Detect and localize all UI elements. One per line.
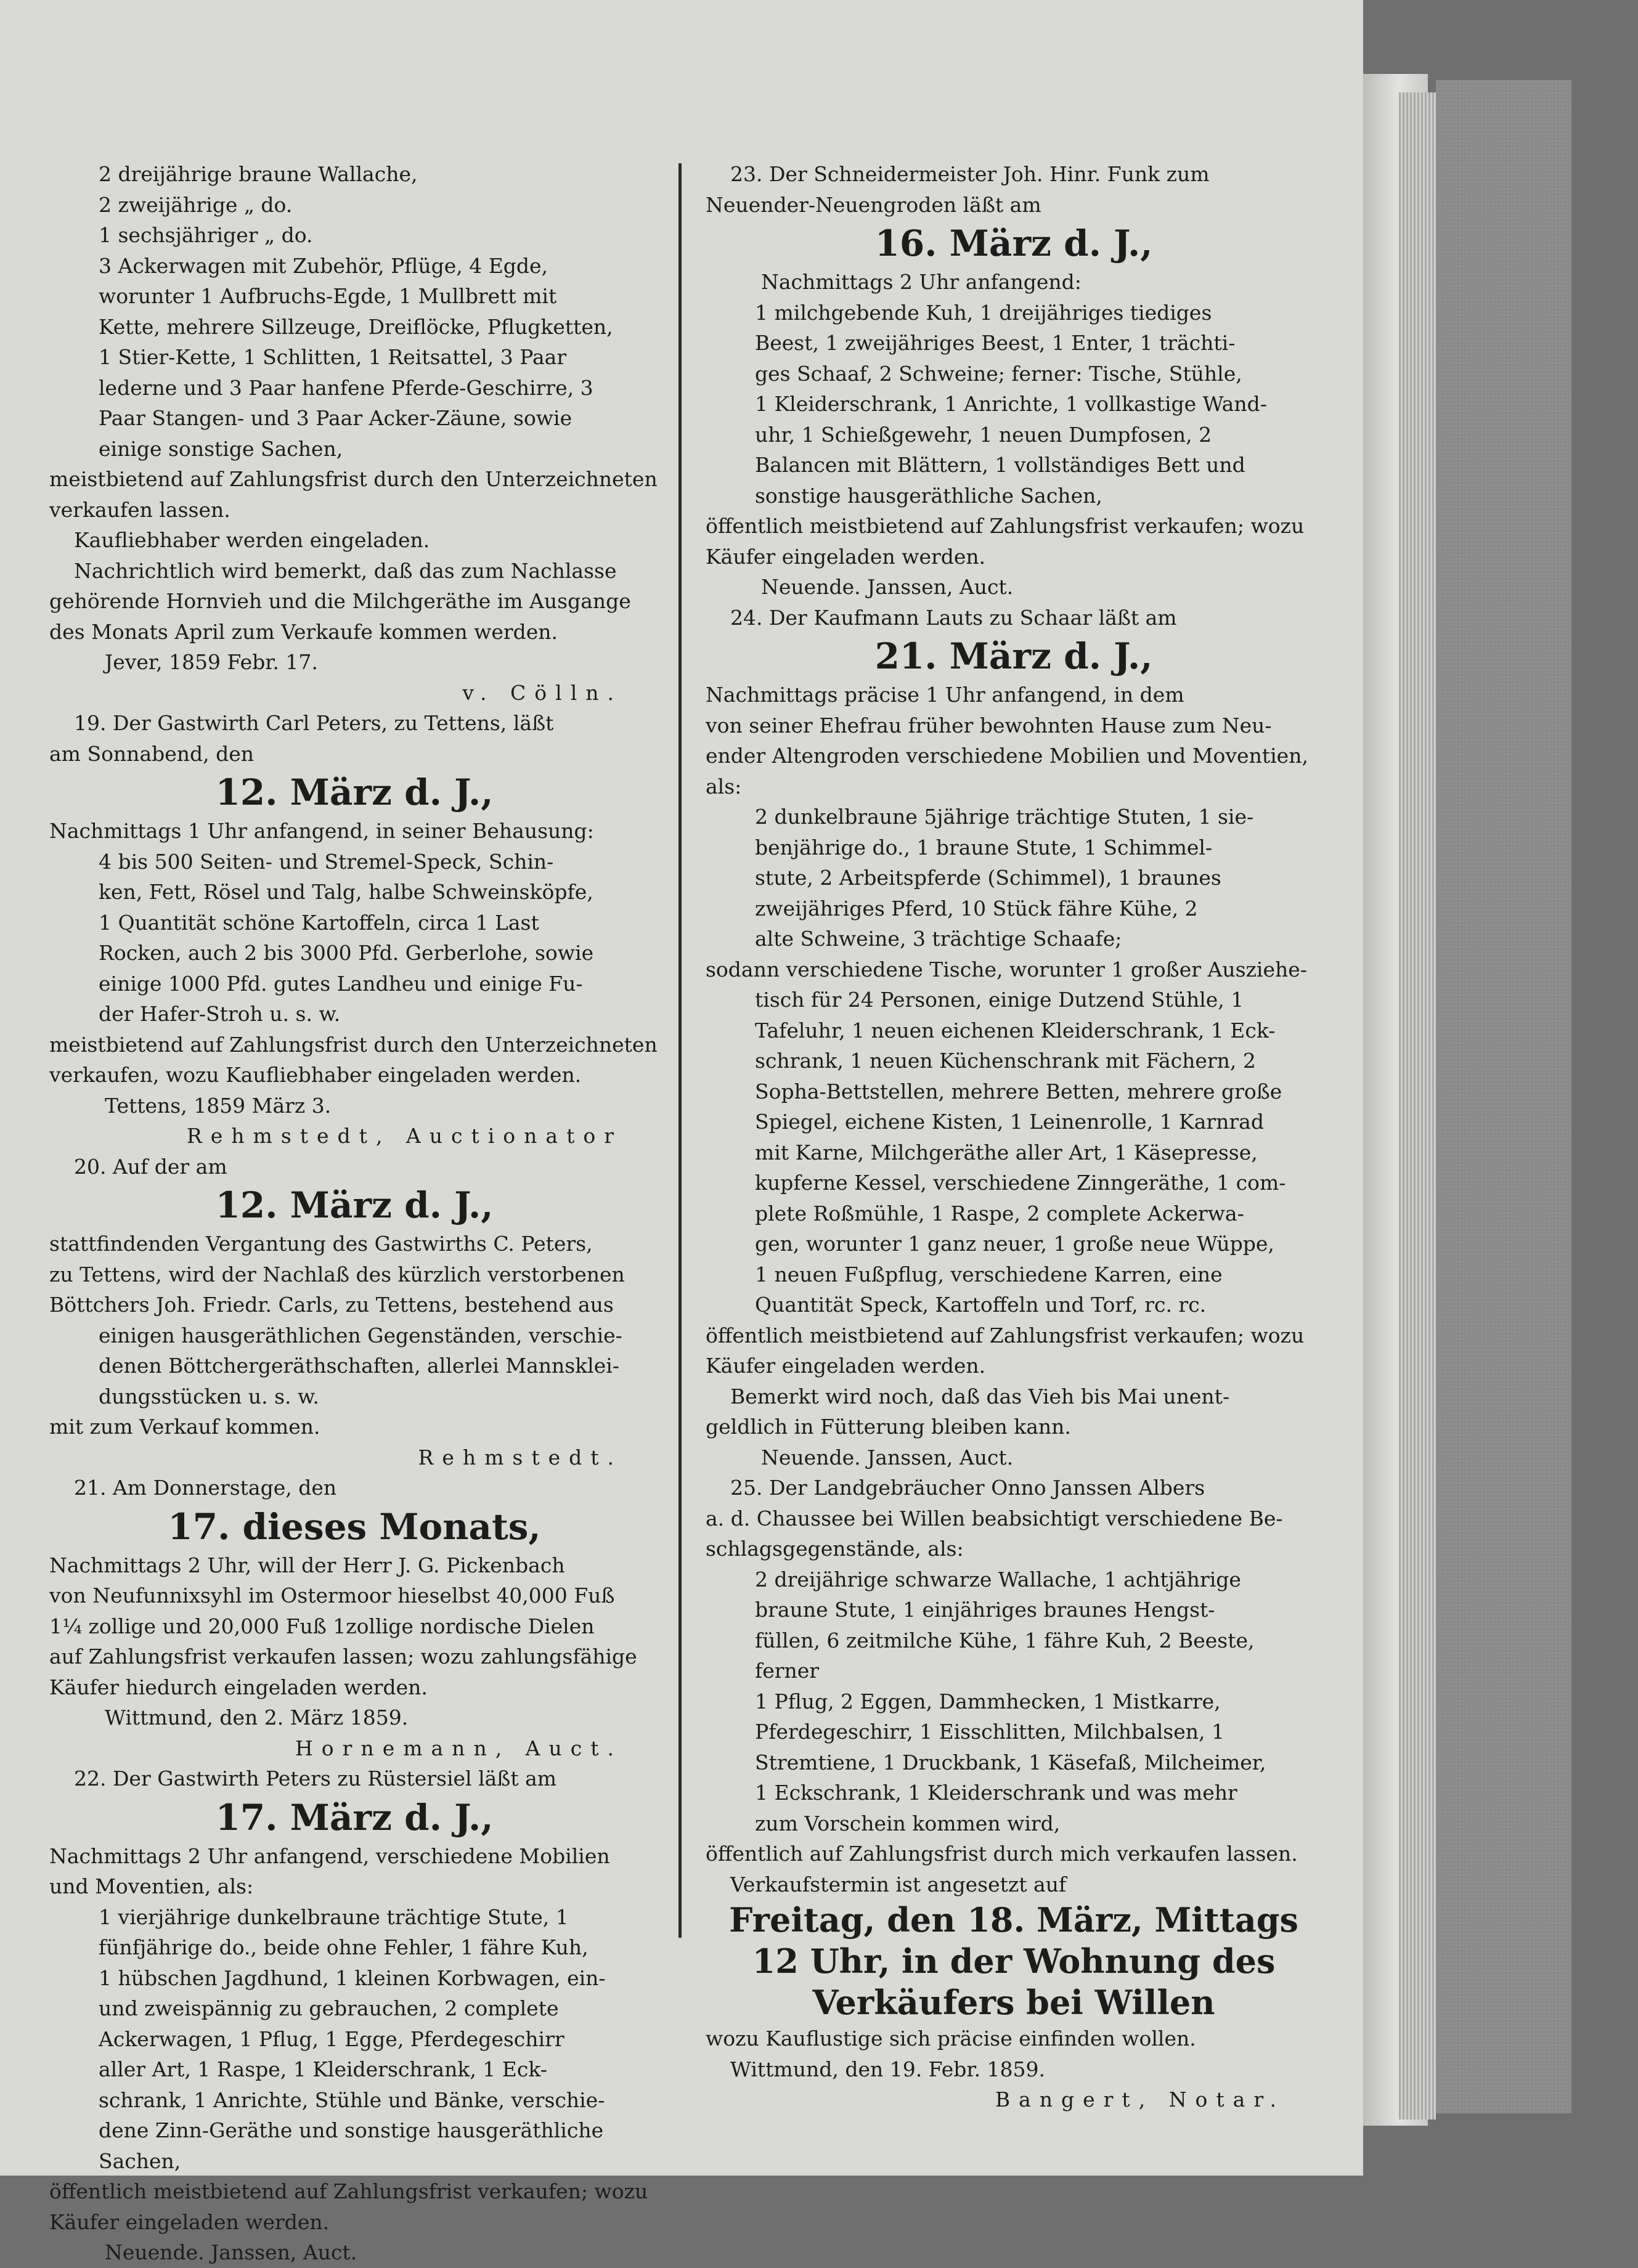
- text-line: öffentlich meistbietend auf Zahlungsfrist verkaufen; wozu: [706, 1323, 1305, 1347]
- right-column: [706, 159, 1322, 2115]
- text-line: braune Stute, 1 einjähriges braunes Hengst-: [755, 1598, 1215, 1622]
- text-line: Bangert, Notar.: [995, 2087, 1285, 2112]
- text-line: Tafeluhr, 1 neuen eichenen Kleiderschrank, 1 Eck-: [755, 1018, 1276, 1043]
- text-line: von seiner Ehefrau früher bewohnten Hause zum Neu-: [706, 713, 1272, 738]
- text-line: 1 vierjährige dunkelbraune trächtige Stute, 1: [99, 1904, 569, 1929]
- text-line: Nachmittags 2 Uhr anfangend, verschiedene Mobilien: [49, 1843, 610, 1868]
- text-line: Paar Stangen- und 3 Paar Acker-Zäune, sowie: [99, 406, 572, 430]
- text-line: des Monats April zum Verkaufe kommen werden.: [49, 619, 558, 644]
- text-line: von Neufunnixsyhl im Ostermoor hieselbst 40,000 Fuß: [49, 1583, 615, 1608]
- column-divider: [678, 163, 682, 1938]
- text-line: aller Art, 1 Raspe, 1 Kleiderschrank, 1 Eck-: [99, 2057, 547, 2081]
- text-line: Böttchers Joh. Friedr. Carls, zu Tettens, bestehend aus: [49, 1293, 614, 1317]
- text-line: worunter 1 Aufbruchs-Egde, 1 Mullbrett mit: [99, 284, 557, 308]
- text-line: schrank, 1 neuen Küchenschrank mit Fächern, 2: [755, 1049, 1256, 1073]
- text-line: sodann verschiedene Tische, worunter 1 großer Ausziehe-: [706, 957, 1307, 982]
- text-line: Nachmittags 2 Uhr, will der Herr J. G. Pickenbach: [49, 1553, 565, 1577]
- text-line: auf Zahlungsfrist verkaufen lassen; wozu zahlungsfähige: [49, 1644, 637, 1668]
- text-line: Spiegel, eichene Kisten, 1 Leinenrolle, 1 Karnrad: [755, 1110, 1264, 1134]
- text-line: am Sonnabend, den: [49, 741, 255, 766]
- text-line: ferner: [755, 1659, 820, 1683]
- text-line: Kaufliebhaber werden eingeladen.: [74, 528, 430, 552]
- auction-date-heading: 16. März d. J.,: [874, 222, 1153, 264]
- text-line: 4 bis 500 Seiten- und Stremel-Speck, Schin-: [99, 849, 554, 874]
- auction-date-heading: 12. März d. J.,: [215, 1184, 494, 1226]
- text-line: ges Schaaf, 2 Schweine; ferner: Tische, Stühle,: [755, 361, 1242, 386]
- auction-date-heading: Verkäufers bei Willen: [812, 1983, 1215, 2022]
- text-line: 2 dreijährige braune Wallache,: [99, 162, 418, 186]
- text-line: Hornemann, Auct.: [295, 1736, 622, 1760]
- text-line: öffentlich meistbietend auf Zahlungsfrist verkaufen; wozu: [49, 2179, 648, 2203]
- text-line: öffentlich meistbietend auf Zahlungsfrist verkaufen; wozu: [706, 514, 1305, 538]
- text-line: Nachmittags 1 Uhr anfangend, in seiner Behausung:: [49, 819, 594, 843]
- text-line: Sopha-Bettstellen, mehrere Betten, mehrere große: [755, 1079, 1282, 1104]
- text-line: 1 Stier-Kette, 1 Schlitten, 1 Reitsattel, 3 Paar: [99, 345, 567, 369]
- text-line: mit Karne, Milchgeräthe aller Art, 1 Käsepresse,: [755, 1140, 1258, 1164]
- text-line: uhr, 1 Schießgewehr, 1 neuen Dumpfosen, 2: [755, 422, 1212, 447]
- text-line: alte Schweine, 3 trächtige Schaafe;: [755, 927, 1122, 951]
- text-line: 2 dunkelbraune 5jährige trächtige Stuten, 1 sie-: [755, 805, 1254, 829]
- text-line: 24. Der Kaufmann Lauts zu Schaar läßt am: [730, 605, 1177, 630]
- text-line: zu Tettens, wird der Nachlaß des kürzlich verstorbenen: [49, 1262, 625, 1286]
- text-line: mit zum Verkauf kommen.: [49, 1415, 320, 1439]
- text-line: meistbietend auf Zahlungsfrist durch den Unterzeichneten: [49, 467, 658, 491]
- text-line: 1 Eckschrank, 1 Kleiderschrank und was mehr: [755, 1781, 1237, 1805]
- text-line: lederne und 3 Paar hanfene Pferde-Geschirre, 3: [99, 375, 593, 400]
- text-line: Kette, mehrere Sillzeuge, Dreiflöcke, Pflugketten,: [99, 314, 613, 339]
- text-line: Sachen,: [99, 2148, 181, 2173]
- text-line: 19. Der Gastwirth Carl Peters, zu Tettens, läßt: [74, 711, 554, 735]
- text-line: gehörende Hornvieh und die Milchgeräthe im Ausgange: [49, 589, 631, 613]
- text-line: 22. Der Gastwirth Peters zu Rüstersiel läßt am: [74, 1766, 557, 1790]
- text-line: Ackerwagen, 1 Pflug, 1 Egge, Pferdegeschirr: [99, 2026, 564, 2051]
- text-line: einige sonstige Sachen,: [99, 436, 343, 461]
- text-line: meistbietend auf Zahlungsfrist durch den Unterzeichneten: [49, 1032, 658, 1057]
- text-line: Nachmittags 2 Uhr anfangend:: [761, 270, 1082, 294]
- text-line: tisch für 24 Personen, einige Dutzend Stühle, 1: [755, 988, 1244, 1012]
- text-line: benjährige do., 1 braune Stute, 1 Schimmel-: [755, 835, 1213, 860]
- auction-date-heading: 12. März d. J.,: [215, 771, 494, 813]
- text-line: Käufer eingeladen werden.: [49, 2209, 330, 2234]
- text-line: 23. Der Schneidermeister Joh. Hinr. Funk zum: [730, 162, 1210, 186]
- left-column: [49, 159, 659, 2268]
- text-line: 25. Der Landgebräucher Onno Janssen Albers: [730, 1476, 1205, 1500]
- text-line: 1 Quantität schöne Kartoffeln, circa 1 Last: [99, 910, 539, 935]
- text-line: 1 Pflug, 2 Eggen, Dammhecken, 1 Mistkarre,: [755, 1689, 1221, 1713]
- text-line: Neuender-Neuengroden läßt am: [706, 192, 1041, 217]
- text-line: Nachmittags präcise 1 Uhr anfangend, in dem: [706, 683, 1184, 707]
- text-line: sonstige hausgeräthliche Sachen,: [755, 483, 1102, 508]
- text-line: schlagsgegenstände, als:: [706, 1537, 964, 1561]
- text-line: und Moventien, als:: [49, 1874, 254, 1898]
- text-line: Balancen mit Blättern, 1 vollständiges Bett und: [755, 453, 1245, 477]
- text-line: 1 sechsjähriger „ do.: [99, 223, 313, 247]
- text-line: Verkaufstermin ist angesetzt auf: [730, 1872, 1067, 1896]
- text-line: einigen hausgeräthlichen Gegenständen, verschie-: [99, 1323, 622, 1347]
- auction-date-heading: 17. dieses Monats,: [168, 1505, 541, 1548]
- text-line: und zweispännig zu gebrauchen, 2 complete: [99, 1996, 559, 2020]
- text-line: als:: [706, 774, 742, 799]
- text-line: zum Vorschein kommen wird,: [755, 1811, 1061, 1835]
- text-line: Stremtiene, 1 Druckbank, 1 Käsefaß, Milcheimer,: [755, 1750, 1266, 1774]
- text-line: kupferne Kessel, verschiedene Zinngeräthe, 1 com-: [755, 1171, 1286, 1195]
- auction-date-heading: Freitag, den 18. März, Mittags: [729, 1900, 1298, 1940]
- text-line: 1 milchgebende Kuh, 1 dreijähriges tiediges: [755, 300, 1212, 325]
- text-line: 2 zweijährige „ do.: [99, 192, 293, 217]
- text-line: Wittmund, den 19. Febr. 1859.: [730, 2057, 1046, 2081]
- text-line: einige 1000 Pfd. gutes Landheu und einige Fu-: [99, 971, 583, 996]
- text-line: 1¼ zollige und 20,000 Fuß 1zollige nordische Dielen: [49, 1614, 595, 1638]
- text-line: ken, Fett, Rösel und Talg, halbe Schweinsköpfe,: [99, 880, 593, 904]
- text-line: 2 dreijährige schwarze Wallache, 1 achtjährige: [755, 1567, 1241, 1591]
- text-line: 21. Am Donnerstage, den: [74, 1476, 337, 1500]
- text-line: Nachrichtlich wird bemerkt, daß das zum Nachlasse: [74, 558, 617, 583]
- text-line: geldlich in Fütterung bleiben kann.: [706, 1415, 1071, 1439]
- text-line: fünfjährige do., beide ohne Fehler, 1 fähre Kuh,: [99, 1935, 589, 1959]
- text-line: 1 Kleiderschrank, 1 Anrichte, 1 vollkastige Wand-: [755, 392, 1267, 416]
- text-line: Rehmstedt.: [418, 1445, 622, 1469]
- text-line: gen, worunter 1 ganz neuer, 1 große neue Wüppe,: [755, 1232, 1274, 1256]
- text-line: Jever, 1859 Febr. 17.: [105, 650, 318, 674]
- text-line: Käufer eingeladen werden.: [706, 544, 986, 569]
- auction-date-heading: 21. März d. J.,: [874, 635, 1153, 677]
- auction-date-heading: 17. März d. J.,: [215, 1796, 494, 1839]
- text-line: zweijähriges Pferd, 10 Stück fähre Kühe, 2: [755, 896, 1198, 921]
- text-line: dene Zinn-Geräthe und sonstige hausgeräthliche: [99, 2118, 604, 2142]
- text-line: 3 Ackerwagen mit Zubehör, Pflüge, 4 Egde,: [99, 253, 548, 278]
- text-line: wozu Kauflustige sich präcise einfinden wollen.: [706, 2026, 1196, 2051]
- text-line: Bemerkt wird noch, daß das Vieh bis Mai unent-: [730, 1384, 1230, 1408]
- text-line: öffentlich auf Zahlungsfrist durch mich verkaufen lassen.: [706, 1842, 1298, 1866]
- text-line: Rehmstedt, Auctionator: [186, 1124, 622, 1148]
- page-edges: [1399, 92, 1436, 2120]
- book-cover: [1436, 80, 1571, 2113]
- text-line: stattfindenden Vergantung des Gastwirths C. Peters,: [49, 1232, 593, 1256]
- text-line: a. d. Chaussee bei Willen beabsichtigt verschiedene Be-: [706, 1506, 1283, 1530]
- text-line: Tettens, 1859 März 3.: [105, 1093, 332, 1118]
- auction-date-heading: 12 Uhr, in der Wohnung des: [752, 1941, 1276, 1981]
- text-line: dungsstücken u. s. w.: [99, 1384, 319, 1408]
- text-line: Wittmund, den 2. März 1859.: [105, 1705, 409, 1729]
- text-line: Rocken, auch 2 bis 3000 Pfd. Gerberlohe, sowie: [99, 941, 594, 965]
- text-line: Neuende. Janssen, Auct.: [761, 575, 1014, 599]
- text-line: verkaufen lassen.: [49, 497, 230, 522]
- text-line: Käufer eingeladen werden.: [706, 1354, 986, 1378]
- text-line: denen Böttchergeräthschaften, allerlei Mannsklei-: [99, 1354, 619, 1378]
- text-line: ender Altengroden verschiedene Mobilien und Moventien,: [706, 744, 1308, 768]
- text-line: 1 hübschen Jagdhund, 1 kleinen Korbwagen, ein-: [99, 1965, 606, 1990]
- text-line: füllen, 6 zeitmilche Kühe, 1 fähre Kuh, 2 Beeste,: [755, 1628, 1255, 1652]
- text-line: schrank, 1 Anrichte, Stühle und Bänke, verschie-: [99, 2087, 605, 2112]
- text-line: Quantität Speck, Kartoffeln und Torf, rc. rc.: [755, 1293, 1207, 1317]
- text-line: v. Cölln.: [462, 680, 622, 705]
- text-line: Neuende. Janssen, Auct.: [761, 1445, 1014, 1469]
- text-line: plete Roßmühle, 1 Raspe, 2 complete Ackerwa-: [755, 1201, 1244, 1225]
- text-line: Käufer hiedurch eingeladen werden.: [49, 1675, 428, 1699]
- text-line: Neuende. Janssen, Auct.: [105, 2240, 357, 2264]
- text-line: Beest, 1 zweijähriges Beest, 1 Enter, 1 trächti-: [755, 331, 1236, 355]
- text-line: der Hafer-Stroh u. s. w.: [99, 1002, 341, 1026]
- text-line: verkaufen, wozu Kaufliebhaber eingeladen werden.: [49, 1063, 582, 1087]
- text-line: Pferdegeschirr, 1 Eisschlitten, Milchbalsen, 1: [755, 1720, 1224, 1744]
- text-line: 20. Auf der am: [74, 1154, 227, 1179]
- text-line: stute, 2 Arbeitspferde (Schimmel), 1 braunes: [755, 866, 1221, 890]
- text-line: 1 neuen Fußpflug, verschiedene Karren, eine: [755, 1262, 1223, 1286]
